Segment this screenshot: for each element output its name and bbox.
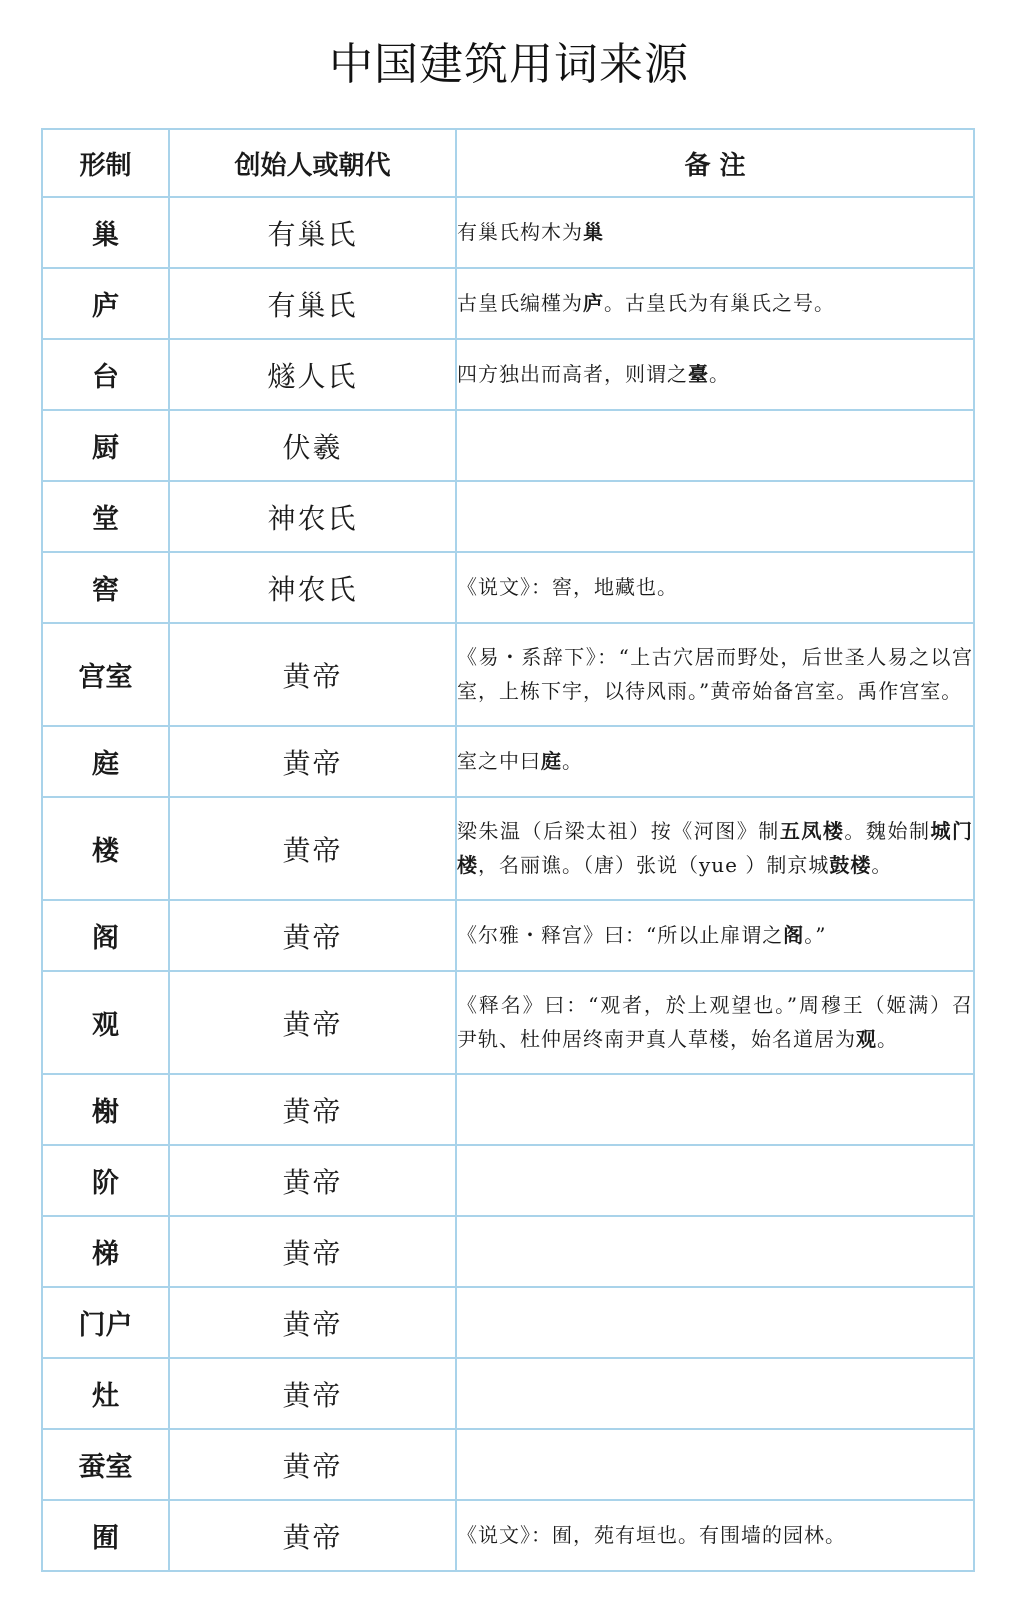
note-text: 《易・系辞下》：“上古穴居而野处，后世圣人易之以宫室，上栋下宇，以待风雨。”黄帝始备宫室。禹作宫室。 (457, 645, 973, 703)
note-cell (456, 1074, 974, 1145)
term-cell: 庭 (42, 726, 169, 797)
creator-cell: 黄帝 (169, 726, 456, 797)
note-emphasis: 庐 (583, 290, 604, 315)
table-body (42, 197, 974, 1571)
note-text: 。 (562, 748, 583, 773)
note-cell (456, 1216, 974, 1287)
note-text: 。 (877, 1026, 898, 1051)
note-emphasis: 鼓楼 (829, 852, 872, 877)
note-text: 《说文》：囿，苑有垣也。有围墙的园林。 (457, 1522, 846, 1547)
note-cell (456, 623, 974, 726)
term-cell: 囿 (42, 1500, 169, 1571)
note-text: 有巢氏构木为 (457, 219, 583, 244)
creator-cell: 有巢氏 (169, 268, 456, 339)
note-text: 《尔雅・释宫》曰：“所以止扉谓之 (457, 922, 784, 947)
term-cell: 厨 (42, 410, 169, 481)
table-row (42, 1500, 974, 1571)
creator-cell: 黄帝 (169, 1429, 456, 1500)
note-text: 。 (871, 852, 893, 877)
table-row (42, 1145, 974, 1216)
note-text: 。魏始制 (844, 819, 931, 843)
note-cell (456, 1287, 974, 1358)
creator-cell: 黄帝 (169, 1216, 456, 1287)
note-cell (456, 1429, 974, 1500)
table-row (42, 552, 974, 623)
term-cell: 宫室 (42, 623, 169, 726)
note-emphasis: 庭 (541, 748, 562, 773)
creator-cell: 黄帝 (169, 900, 456, 971)
header-form: 形制 (42, 129, 169, 197)
note-text: 梁朱温（后梁太祖）按《河图》制 (457, 819, 780, 843)
creator-cell: 黄帝 (169, 797, 456, 900)
creator-cell: 神农氏 (169, 552, 456, 623)
creator-cell: 神农氏 (169, 481, 456, 552)
table-row (42, 1429, 974, 1500)
note-text: ，名丽谯。（唐）张说（yue ）制京城 (478, 852, 830, 877)
table-row (42, 339, 974, 410)
term-cell: 榭 (42, 1074, 169, 1145)
term-cell: 庐 (42, 268, 169, 339)
table-row (42, 1287, 974, 1358)
note-cell (456, 971, 974, 1074)
table-row (42, 900, 974, 971)
table-header-row (42, 129, 974, 197)
note-cell (456, 339, 974, 410)
note-text: 。” (804, 922, 827, 947)
note-emphasis: 臺 (688, 361, 709, 386)
table-row (42, 797, 974, 900)
terms-table (41, 128, 975, 1572)
term-cell: 门户 (42, 1287, 169, 1358)
note-cell (456, 481, 974, 552)
term-cell: 楼 (42, 797, 169, 900)
header-creator: 创始人或朝代 (169, 129, 456, 197)
creator-cell: 黄帝 (169, 1287, 456, 1358)
term-cell: 灶 (42, 1358, 169, 1429)
term-cell: 阶 (42, 1145, 169, 1216)
creator-cell: 黄帝 (169, 1074, 456, 1145)
term-cell: 巢 (42, 197, 169, 268)
note-text: 室之中曰 (457, 748, 541, 773)
note-cell (456, 797, 974, 900)
term-cell: 窖 (42, 552, 169, 623)
note-cell (456, 1358, 974, 1429)
term-cell: 蚕室 (42, 1429, 169, 1500)
table-row (42, 623, 974, 726)
table-row (42, 268, 974, 339)
header-note: 备 注 (456, 129, 974, 197)
table-row (42, 197, 974, 268)
note-cell (456, 900, 974, 971)
table-row (42, 1358, 974, 1429)
table-row (42, 726, 974, 797)
note-cell (456, 1500, 974, 1571)
note-text: 《释名》曰：“观者，於上观望也。”周穆王（姬满）召尹轨、杜仲居终南尹真人草楼，始名道居为 (457, 993, 973, 1051)
note-cell (456, 1145, 974, 1216)
creator-cell: 有巢氏 (169, 197, 456, 268)
creator-cell: 黄帝 (169, 1500, 456, 1571)
note-cell (456, 197, 974, 268)
table-row (42, 971, 974, 1074)
note-emphasis: 城门楼 (457, 819, 974, 877)
page-title: 中国建筑用词来源 (329, 39, 689, 90)
creator-cell: 黄帝 (169, 1145, 456, 1216)
term-cell: 梯 (42, 1216, 169, 1287)
creator-cell: 伏羲 (169, 410, 456, 481)
note-cell (456, 726, 974, 797)
table-row (42, 1216, 974, 1287)
note-cell (456, 268, 974, 339)
creator-cell: 黄帝 (169, 623, 456, 726)
note-emphasis: 阁 (783, 922, 805, 947)
note-emphasis: 五凤楼 (779, 819, 845, 843)
creator-cell: 燧人氏 (169, 339, 456, 410)
term-cell: 观 (42, 971, 169, 1074)
table-row (42, 481, 974, 552)
term-cell: 堂 (42, 481, 169, 552)
table-row (42, 1074, 974, 1145)
note-cell (456, 552, 974, 623)
note-emphasis: 巢 (583, 219, 604, 244)
note-cell (456, 410, 974, 481)
note-text: 古皇氏编槿为 (457, 290, 583, 315)
term-cell: 台 (42, 339, 169, 410)
creator-cell: 黄帝 (169, 1358, 456, 1429)
term-cell: 阁 (42, 900, 169, 971)
note-text: 。 (709, 361, 730, 386)
note-emphasis: 观 (856, 1026, 877, 1051)
note-text: 四方独出而高者，则谓之 (457, 361, 688, 386)
table-row (42, 410, 974, 481)
note-text: 《说文》：窖，地藏也。 (457, 574, 678, 599)
creator-cell: 黄帝 (169, 971, 456, 1074)
note-text: 。古皇氏为有巢氏之号。 (604, 290, 835, 315)
